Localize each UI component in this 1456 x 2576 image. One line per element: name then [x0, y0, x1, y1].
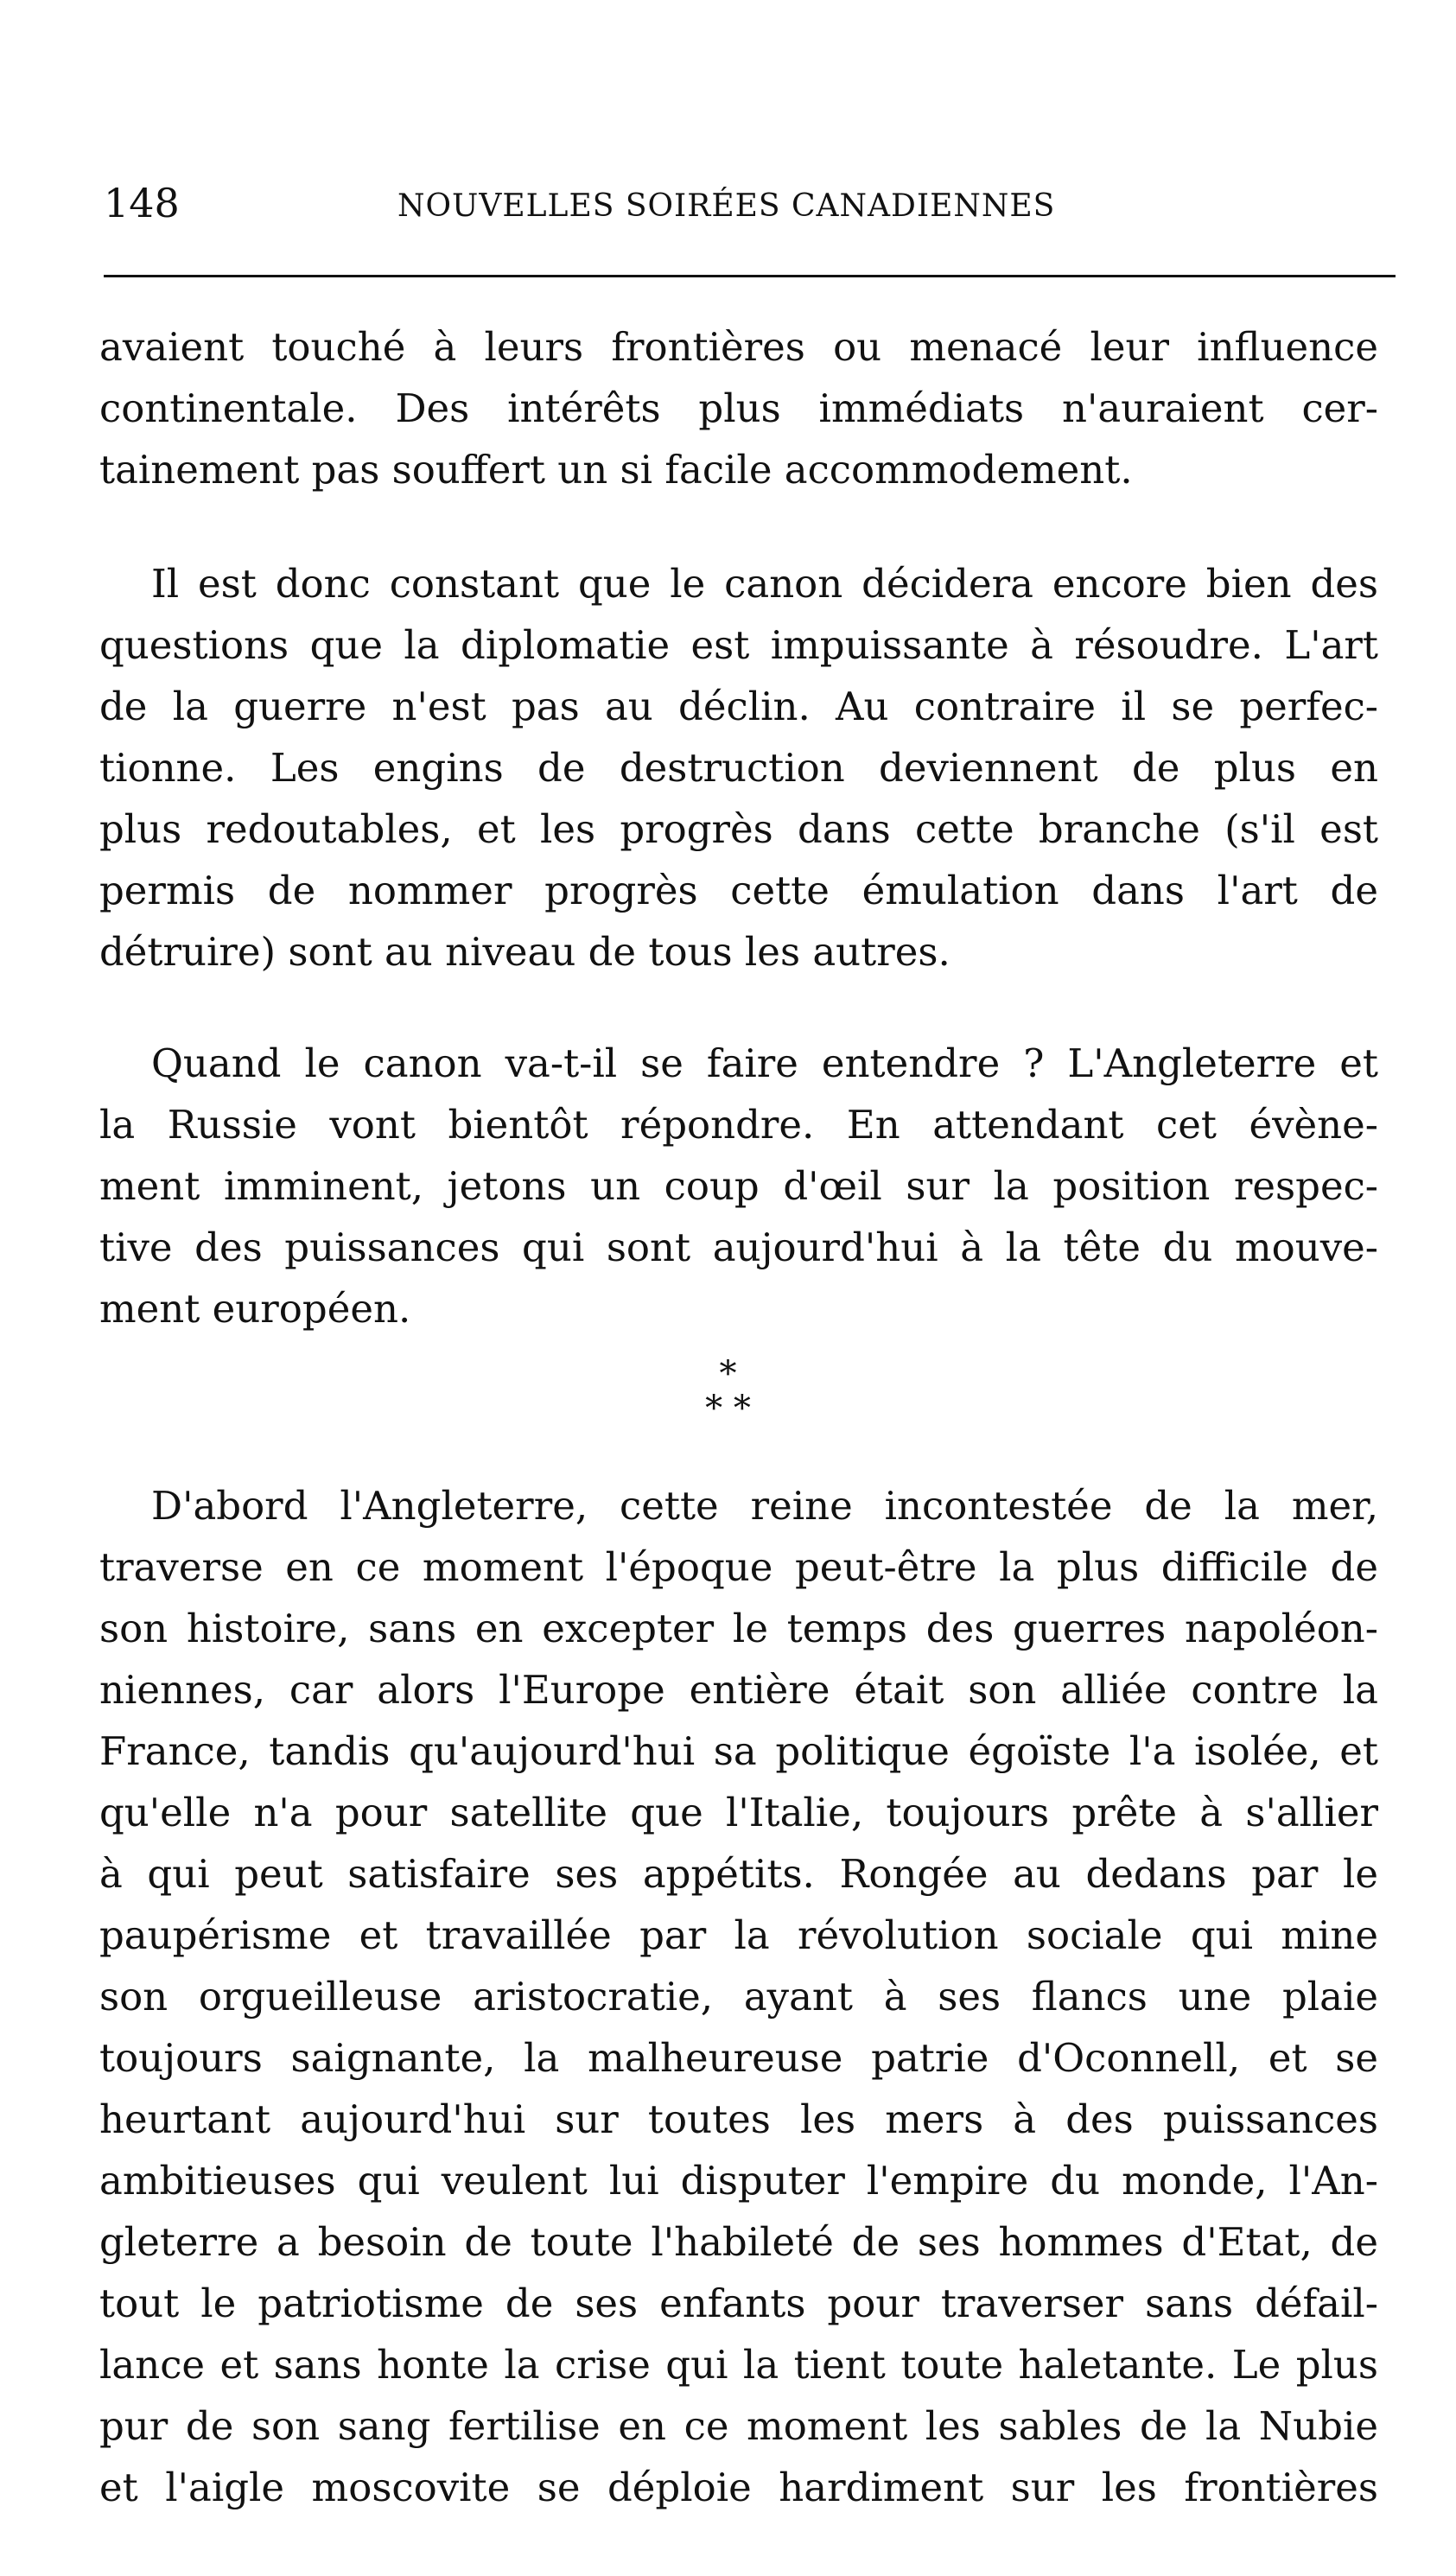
text-line: niennes, car alors l'Europe entière était son alliée contre la — [99, 1667, 1378, 1713]
text-line: paupérisme et travaillée par la révolution sociale qui mine — [99, 1912, 1378, 1958]
text-line: ambitieuses qui veulent lui disputer l'empire du monde, l'An- — [99, 2158, 1378, 2204]
text-line: France, tandis qu'aujourd'hui sa politique égoïste l'a isolée, et — [99, 1728, 1378, 1774]
text-line: D'abord l'Angleterre, cette reine incontestée de la mer, — [151, 1483, 1378, 1529]
text-line: son histoire, sans en excepter le temps des guerres napoléon- — [99, 1606, 1378, 1651]
text-line: lance et sans honte la crise qui la tient toute haletante. Le plus — [99, 2342, 1378, 2388]
text-line: Quand le canon va-t-il se faire entendre ? L'Angleterre et — [151, 1040, 1378, 1086]
text-line: pur de son sang fertilise en ce moment les sables de la Nubie — [99, 2403, 1378, 2449]
text-line: tionne. Les engins de destruction deviennent de plus en — [99, 745, 1378, 791]
text-line: qu'elle n'a pour satellite que l'Italie, toujours prête à s'allier — [99, 1790, 1378, 1835]
header-rule — [104, 275, 1396, 277]
page-number: 148 — [104, 180, 180, 226]
text-line: permis de nommer progrès cette émulation dans l'art de — [99, 868, 1378, 913]
text-line: heurtant aujourd'hui sur toutes les mers à des puissances — [99, 2096, 1378, 2142]
text-line: avaient touché à leurs frontières ou menacé leur influence — [99, 324, 1378, 370]
page-header — [104, 177, 1396, 229]
text-line: toujours saignante, la malheureuse patrie d'Oconnell, et se — [99, 2035, 1378, 2081]
text-line: plus redoutables, et les progrès dans cette branche (s'il est — [99, 806, 1378, 852]
text-line: tout le patriotisme de ses enfants pour traverser sans défail- — [99, 2280, 1378, 2326]
text-line: continentale. Des intérêts plus immédiats n'auraient cer- — [99, 385, 1378, 431]
text-line: gleterre a besoin de toute l'habileté de ses hommes d'Etat, de — [99, 2219, 1378, 2265]
paragraph-4 — [99, 1475, 1378, 2518]
text-line: la Russie vont bientôt répondre. En attendant cet évène- — [99, 1102, 1378, 1148]
paragraph-3 — [99, 1033, 1378, 1339]
text-line: ment européen. — [99, 1286, 411, 1332]
text-line: à qui peut satisfaire ses appétits. Rongée au dedans par le — [99, 1851, 1378, 1897]
text-line: Il est donc constant que le canon décidera encore bien des — [151, 561, 1378, 607]
section-asterism — [0, 1354, 1456, 1428]
text-line: détruire) sont au niveau de tous les autres. — [99, 929, 951, 975]
paragraph-1 — [99, 316, 1378, 500]
text-line: ment imminent, jetons un coup d'œil sur la position respec- — [99, 1163, 1378, 1209]
text-line: tive des puissances qui sont aujourd'hui à la tête du mouve- — [99, 1224, 1378, 1270]
text-line: son orgueilleuse aristocratie, ayant à ses flancs une plaie — [99, 1974, 1378, 2019]
text-line: tainement pas souffert un si facile accommodement. — [99, 447, 1133, 493]
asterism-bottom: * * — [705, 1389, 751, 1428]
text-line: questions que la diplomatie est impuissante à résoudre. L'art — [99, 622, 1378, 668]
paragraph-2 — [99, 553, 1378, 983]
text-line: de la guerre n'est pas au déclin. Au contraire il se perfec- — [99, 684, 1378, 729]
text-line: et l'aigle moscovite se déploie hardiment sur les frontières — [99, 2465, 1378, 2510]
text-line: traverse en ce moment l'époque peut-être la plus difficile de — [99, 1544, 1378, 1590]
running-title: NOUVELLES SOIRÉES CANADIENNES — [397, 188, 1056, 224]
asterism-top: * — [719, 1354, 737, 1394]
